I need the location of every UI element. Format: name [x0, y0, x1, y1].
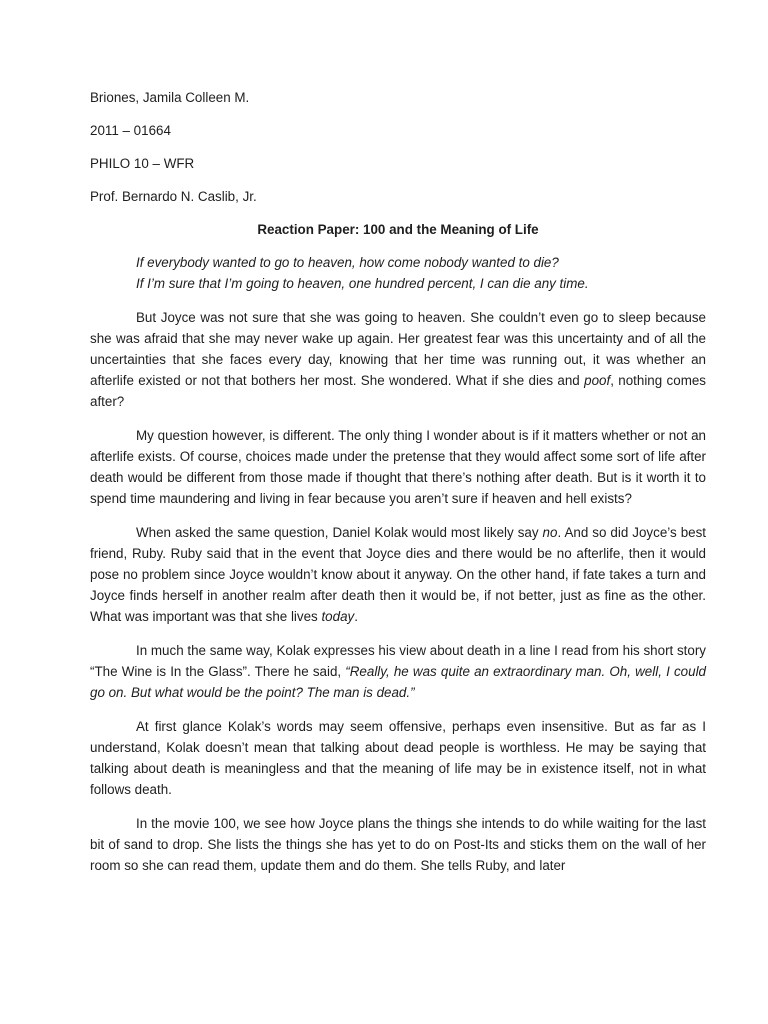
- paragraph-2: My question however, is different. The only thing I wonder about is if it matters whether or not an afterlife exists. Of course, choices made under the pretense that they would affect some sort of life after death would be different from those made if thought that there’s nothing after death. But is it worth it to spend time maundering and living in fear because you aren’t sure if heaven and hell exists?: [90, 428, 706, 506]
- paragraph-5: At first glance Kolak’s words may seem offensive, perhaps even insensitive. But as far as I understand, Kolak doesn’t mean that talking about dead people is worthless. He may be saying that talking about death is meaningless and that the meaning of life may be in existence itself, not in what follows death.: [90, 719, 706, 797]
- paragraph-3: When asked the same question, Daniel Kolak would most likely say no. And so did Joyce’s best friend, Ruby. Ruby said that in the event that Joyce dies and there would be no afterlife, then it would pose no problem since Joyce wouldn’t know about it anyway. On the other hand, if fate takes a turn and Joyce finds herself in another realm after death then it would be, if not better, just as fine as the other. What was important was that she lives today.: [90, 525, 707, 624]
- paragraph-6: In the movie 100, we see how Joyce plans the things she intends to do while waiting for the last bit of sand to drop. She lists the things she has yet to do on Post-Its and sticks them on the wall of her room so she can read them, update them and do them. She tells Ruby, and later: [90, 816, 706, 873]
- epigraph-line-2: If I’m sure that I’m going to heaven, one hundred percent, I can die any time.: [136, 276, 589, 291]
- author-name: Briones, Jamila Colleen M.: [90, 90, 250, 105]
- paragraph-4: In much the same way, Kolak expresses his view about death in a line I read from his short story “The Wine is In the Glass”. There he said, “Really, he was quite an extraordinary man. Oh, well, I could go on. But what would be the point? The man is dead.”: [90, 643, 706, 700]
- paragraph-1: But Joyce was not sure that she was going to heaven. She couldn’t even go to sleep because she was afraid that she may never wake up again. Her greatest fear was this uncertainty and of all the uncertainties that she faces every day, knowing that her time was running out, it was whether an afterlife existed or not that bothers her most. She wondered. What if she dies and poof, nothing comes after?: [90, 310, 706, 409]
- student-number: 2011 – 01664: [90, 123, 171, 138]
- professor-name: Prof. Bernardo N. Caslib, Jr.: [90, 189, 257, 204]
- epigraph: [136, 252, 706, 294]
- epigraph-line-1: If everybody wanted to go to heaven, how come nobody wanted to die?: [136, 255, 559, 270]
- paper-title: Reaction Paper: 100 and the Meaning of Life: [257, 222, 539, 237]
- course-code: PHILO 10 – WFR: [90, 156, 195, 171]
